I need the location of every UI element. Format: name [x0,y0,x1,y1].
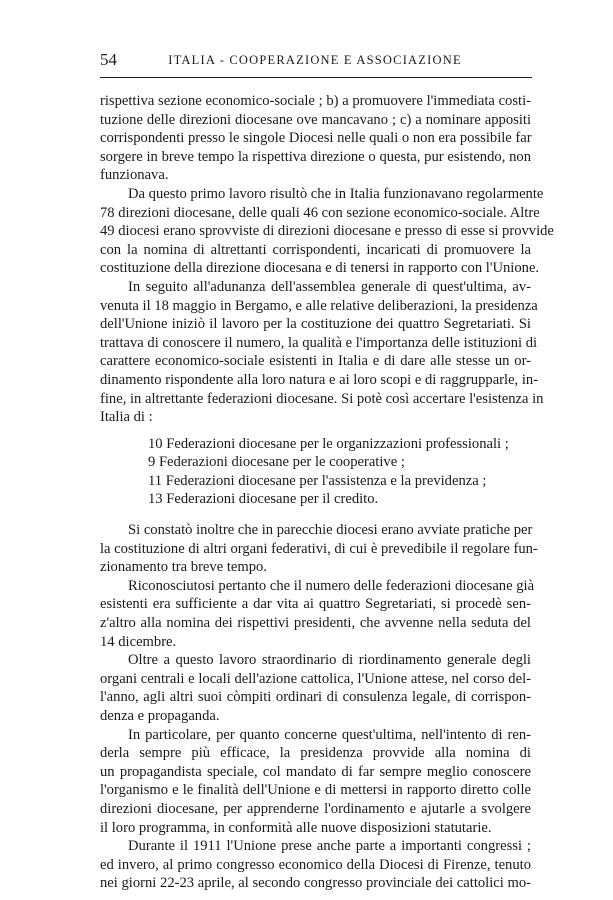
text-line: con la nomina di altrettanti corrispondenti, incaricati di promuovere la [100,241,531,258]
text-line: l'anno, agli altri suoi còmpiti ordinari di consulenza legale, di corrispon- [100,689,531,706]
text-line: esistenti era sufficiente a dar vita ai quattro Segretariati, si procedè sen- [100,596,531,613]
text-line: l'organismo e le finalità dell'Unione e di mettersi in rapporto diretto colle [100,782,531,799]
text-line: trattava di conoscere il numero, la qualità e l'importanza delle istituzioni di [100,334,538,351]
paragraph [100,185,554,278]
text-line: zionamento tra breve tempo. [100,559,267,576]
text-line: z'altro alla nomina dei rispettivi presidenti, che avvenne nella seduta del [100,615,531,632]
text-line: In particolare, per quanto concerne quest'ultima, nell'intento di ren- [128,726,531,743]
page-body [100,92,554,893]
paragraphs-before-list [100,92,554,427]
text-line: Durante il 1911 l'Unione prese anche parte a importanti congressi ; [128,838,531,855]
text-line: dinamento rispondente alla loro natura e ai loro scopi e di raggrupparle, in- [100,371,539,388]
text-line: Oltre a questo lavoro straordinario di riordinamento generale degli [128,652,531,669]
paragraph [100,92,531,185]
text-line: organi centrali e locali dell'azione cattolica, l'Unione attese, nel corso del- [100,670,531,687]
paragraph [100,651,531,725]
text-line: ed invero, al primo congresso economico della Diocesi di Firenze, tenuto [100,856,531,873]
text-line: Da questo primo lavoro risultò che in Italia funzionavano regolarmente [128,185,544,202]
text-line: la costituzione di altri organi federativi, di cui è prevedibile il regolare fun- [100,540,538,557]
paragraph [100,837,531,893]
paragraph [100,521,538,577]
paragraph [100,726,531,838]
text-line: costituzione della direzione diocesana e di tenersi in rapporto con l'Unione. [100,260,540,277]
text-line: corrispondenti presso le singole Diocesi nelle quali o non era possibile far [100,130,532,147]
text-line: 78 direzioni diocesane, delle quali 46 con sezione economico-sociale. Altre [100,204,540,221]
text-line: tuzione delle direzioni diocesane ove mancavano ; c) a nominare appositi [100,111,531,128]
text-line: Si constatò inoltre che in parecchie diocesi erano avviate pratiche per [128,522,533,539]
text-line: dell'Unione iniziò il lavoro per la costituzione dei quattro Segretariati. Si [100,316,531,333]
text-line: derla sempre più efficace, la presidenza provvide alla nomina di [100,745,531,762]
list-item: 9 Federazioni diocesane per le cooperative ; [148,454,405,471]
federations-list [148,435,531,509]
text-line: un propagandista speciale, col mandato di far sempre meglio conoscere [100,763,531,780]
text-line: direzioni diocesane, per apprenderne l'ordinamento e ajutarle a svolgere [100,800,531,817]
list-item: 10 Federazioni diocesane per le organizzazioni professionali ; [148,435,509,452]
text-line: carattere economico-sociale esistenti in Italia e di dare alle stesse un or- [100,353,531,370]
paragraph [100,577,535,651]
text-line: fine, in altrettante federazioni diocesane. Si potè così accertare l'esistenza in [100,390,544,407]
text-line: denza e propaganda. [100,708,220,724]
running-title: ITALIA - COOPERAZIONE E ASSOCIAZIONE [168,53,462,67]
list-item: 13 Federazioni diocesane per il credito. [148,491,379,508]
paragraph [100,278,544,427]
paragraphs-after-list [100,521,538,893]
header-rule [100,77,532,78]
text-line: Italia di : [100,409,153,426]
text-line: rispettiva sezione economico-sociale ; b) a promuovere l'immediata costi- [100,93,531,109]
list-item: 11 Federazioni diocesane per l'assistenza e la previdenza ; [148,472,487,489]
page-number: 54 [100,50,117,69]
text-line: venuta il 18 maggio in Bergamo, e alle relative deliberazioni, la presidenza [100,297,538,314]
text-line: funzionava. [100,167,169,184]
text-line: In seguito all'adunanza dell'assemblea generale di quest'ultima, av- [128,278,531,295]
text-line: Riconosciutosi pertanto che il numero delle federazioni diocesane già [128,577,535,594]
text-line: sorgere in breve tempo la rispettiva direzione o questa, pur esistendo, non [100,148,531,165]
running-header [100,50,530,74]
text-line: nei giorni 22-23 aprile, al secondo congresso provinciale dei cattolici mo- [100,875,531,892]
text-line: il loro programma, in conformità alle nuove disposizioni statutarie. [100,819,492,836]
text-line: 14 dicembre. [100,633,177,650]
text-line: 49 diocesi erano sprovviste di direzioni diocesane e presso di esse si provvide [100,223,554,240]
